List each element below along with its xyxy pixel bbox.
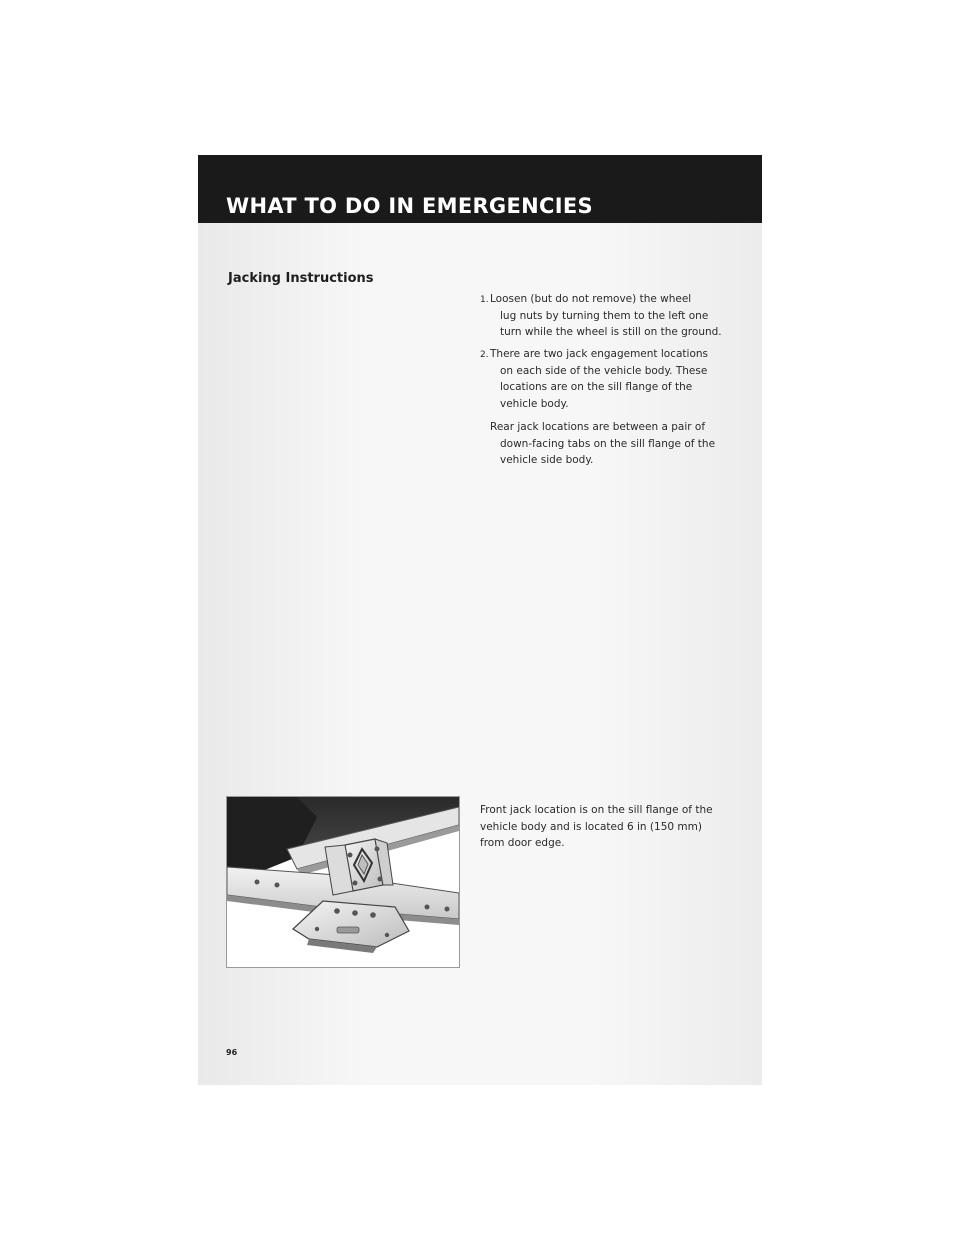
caption-line: vehicle body and is located 6 in (150 mm) [480,820,702,833]
caption-line: from door edge. [480,837,565,849]
chapter-title: WHAT TO DO IN EMERGENCIES [226,194,593,218]
step-line: turn while the wheel is still on the ground. [500,326,722,338]
manual-page [198,155,762,1085]
chapter-header [198,155,762,223]
step-line: vehicle side body. [500,454,594,466]
jack-location-illustration [226,796,460,968]
step-line: vehicle body. [500,397,569,410]
step-line: There are two jack engagement locations [490,348,709,360]
step-line: Rear jack locations are between a pair of [490,421,706,433]
step-line: lug nuts by turning them to the left one [500,309,709,322]
step-1 [480,291,750,341]
step-number: 2. [480,350,489,360]
step-2 [480,346,750,412]
step-line: locations are on the sill flange of the [500,381,693,393]
caption-line: Front jack location is on the sill flange of the [480,804,713,816]
step-line: on each side of the vehicle body. These [500,364,708,377]
step-line: down-facing tabs on the sill flange of the [500,437,716,450]
page-number: 96 [226,1048,238,1057]
step-2-note [490,419,748,469]
vehicle-sill-jack-point-image [227,797,459,967]
step-line: Loosen (but do not remove) the wheel [490,293,692,305]
step-number: 1. [480,295,489,305]
figure-caption [480,802,740,852]
section-title: Jacking Instructions [228,271,374,286]
